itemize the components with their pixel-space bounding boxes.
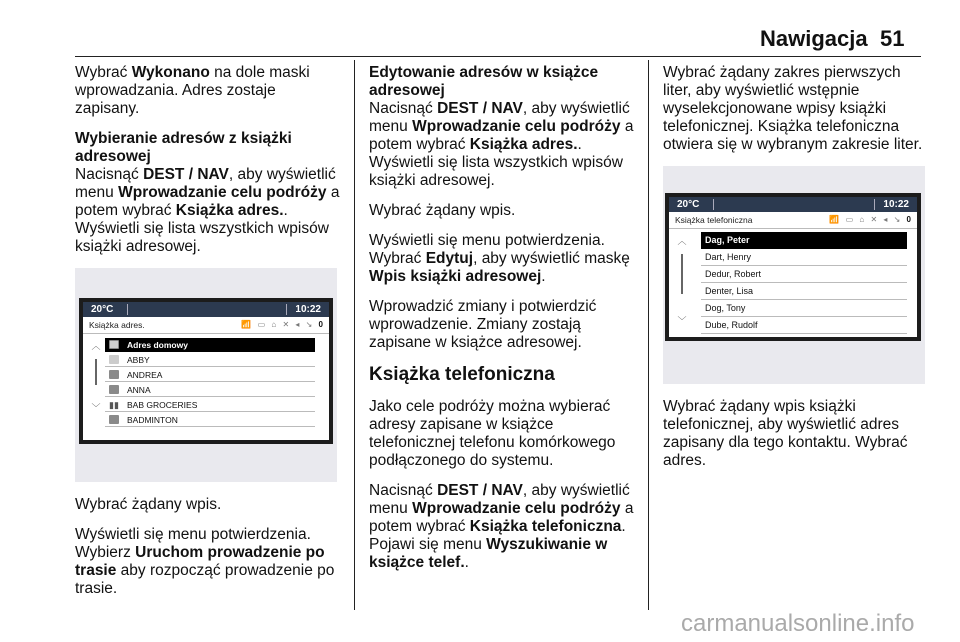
paragraph: Wybrać żądany wpis książki telefonicznej, aby wyświetlić adres zapisany dla tego kontaktu. Wybrać adres.	[663, 398, 908, 469]
list-item[interactable]: Denter, Lisa	[701, 283, 907, 300]
address-book-figure	[75, 268, 337, 482]
section-heading: Wybieranie adresów z książki adresowej	[75, 130, 292, 165]
paragraph: Nacisnąć DEST / NAV, aby wyświetlić menu Wprowadzanie celu podróży a potem wybrać Książka adres.. Wyświetli się lista wszystkich wpisów książki adresowej.	[369, 100, 634, 189]
status-bar	[83, 302, 329, 317]
phonebook-figure	[663, 166, 925, 384]
list-item[interactable]: Dedur, Robert	[701, 266, 907, 283]
clock: 10:22	[295, 304, 321, 315]
temperature: 20°C	[677, 199, 700, 210]
status-bar	[669, 197, 917, 212]
paragraph: Nacisnąć DEST / NAV, aby wyświetlić menu Wprowadzanie celu podróży a potem wybrać Książka adres.. Wyświetli się lista wszystkich wpisów książki adresowej.	[75, 166, 340, 255]
home-icon	[109, 340, 119, 349]
temperature: 20°C	[91, 304, 114, 315]
clock: 10:22	[883, 199, 909, 210]
list-item[interactable]: Dube, Rudolf	[701, 317, 907, 334]
paragraph: Nacisnąć DEST / NAV, aby wyświetlić menu Wprowadzanie celu podróży a potem wybrać Książka telefoniczna. Pojawi się menu Wyszukiwanie w książce telef..	[369, 482, 634, 571]
paragraph: Wprowadzić zmiany i potwierdzić wprowadzenie. Zmiany zostają zapisane w książce adresowej.	[369, 298, 597, 351]
list-item[interactable]: BADMINTON	[105, 413, 315, 427]
section-heading: Edytowanie adresów w książce adresowej	[369, 64, 599, 99]
group-icon: ▮▮	[109, 400, 119, 410]
list-item[interactable]: Adres domowy	[105, 338, 315, 352]
paragraph: Wybrać żądany zakres pierwszych liter, aby wyświetlić wstępnie wyselekcjonowane wpisy książki telefonicznej. Książka telefoniczna otwiera się w wybranym zakresie liter.	[663, 64, 923, 153]
page-number: 51	[880, 26, 905, 51]
status-separator	[127, 304, 128, 315]
status-separator	[713, 199, 714, 210]
paragraph: Wybrać Wykonano na dole maski wprowadzania. Adres zostaje zapisany.	[75, 64, 310, 117]
column-1	[75, 64, 343, 598]
column-divider-1	[354, 60, 355, 610]
paragraph: Wyświetli się menu potwierdzenia. Wybrać Edytuj, aby wyświetlić maskę Wpis książki adresowej.	[369, 232, 630, 285]
status-icons: 📶 ▭ ⌂ ✕ ◂ ↘ 0	[829, 215, 913, 224]
list-item[interactable]: ANNA	[105, 383, 315, 397]
screen-header	[669, 212, 917, 229]
scrollbar[interactable]	[95, 359, 97, 385]
paragraph: Wybrać żądany wpis.	[75, 496, 222, 513]
paragraph: Wybrać żądany wpis.	[369, 202, 516, 219]
scroll-up-icon[interactable]: ︿	[677, 236, 687, 246]
list-item[interactable]: ABBY	[105, 353, 315, 367]
page-header-title: Nawigacja	[760, 26, 868, 51]
list-item[interactable]: Dart, Henry	[701, 249, 907, 266]
scroll-control[interactable]	[91, 337, 101, 417]
screen-title: Książka telefoniczna	[675, 215, 753, 225]
section-heading: Książka telefoniczna	[369, 364, 555, 385]
device-screen	[79, 298, 333, 444]
scroll-down-icon[interactable]: ﹀	[91, 403, 101, 413]
paragraph: Jako cele podróży można wybierać adresy zapisane w książce telefonicznej telefonu komórkowego podłączonego do systemu.	[369, 398, 616, 469]
list-item[interactable]: ▮▮ BAB GROCERIES	[105, 398, 315, 412]
contact-icon	[109, 370, 119, 379]
contact-icon	[109, 385, 119, 394]
contact-icon	[109, 355, 119, 364]
list-item[interactable]: Dog, Tony	[701, 300, 907, 317]
status-icons: 📶 ▭ ⌂ ✕ ◂ ↘ 0	[241, 320, 325, 329]
screen-title: Książka adres.	[89, 320, 145, 330]
column-divider-2	[648, 60, 649, 610]
list-item[interactable]: ANDREA	[105, 368, 315, 382]
scroll-control[interactable]	[677, 232, 687, 330]
paragraph: Wyświetli się menu potwierdzenia. Wybierz Uruchom prowadzenie po trasie aby rozpocząć prowadzenie po trasie.	[75, 526, 335, 597]
contact-icon	[109, 415, 119, 424]
status-separator	[286, 304, 287, 315]
column-2	[369, 64, 637, 572]
column-3	[663, 64, 929, 470]
screen-header	[83, 317, 329, 334]
scroll-up-icon[interactable]: ︿	[91, 341, 101, 351]
list-item[interactable]: Dag, Peter	[701, 232, 907, 249]
scroll-down-icon[interactable]: ﹀	[677, 316, 687, 326]
header-rule	[75, 56, 921, 57]
watermark: carmanualsonline.info	[681, 610, 915, 637]
status-separator	[874, 199, 875, 210]
device-screen	[665, 193, 921, 341]
scrollbar[interactable]	[681, 254, 683, 294]
